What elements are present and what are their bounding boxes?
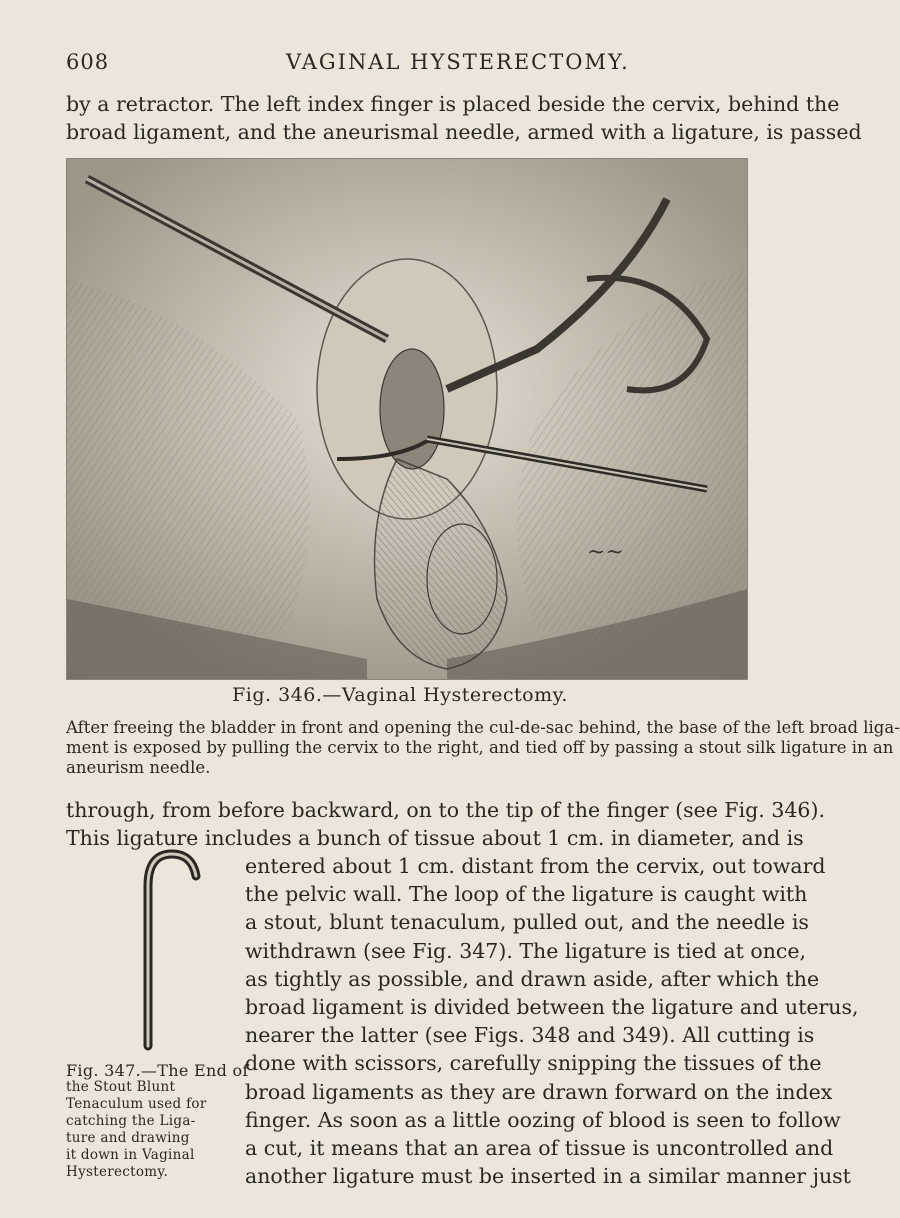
tenaculum-illustration — [120, 846, 210, 1056]
caption-line: Tenaculum used for — [66, 1096, 207, 1112]
text-line: broad ligaments as they are drawn forward on the index — [245, 1079, 833, 1104]
text-line: withdrawn (see Fig. 347). The ligature is tied at once, — [245, 938, 807, 963]
text-line: another ligature must be inserted in a similar manner just — [245, 1164, 851, 1189]
text-line: nearer the latter (see Figs. 348 and 349). All cutting is — [245, 1023, 815, 1048]
page-number: 608 — [66, 50, 110, 74]
intro-paragraph — [66, 90, 862, 146]
figure-346-description — [66, 718, 900, 778]
text-line: ment is exposed by pulling the cervix to the right, and tied off by passing a stout silk ligature in an — [66, 738, 894, 757]
text-line: entered about 1 cm. distant from the cervix, out toward — [245, 854, 826, 878]
body-paragraph-right-column — [245, 852, 859, 1190]
running-title: VAGINAL HYSTERECTOMY. — [286, 50, 630, 74]
figure-346-caption: Fig. 346.—Vaginal Hysterectomy. — [232, 684, 568, 706]
text-line: This ligature includes a bunch of tissue about 1 cm. in diameter, and is — [66, 826, 804, 850]
caption-line: it down in Vaginal — [66, 1147, 195, 1163]
text-line: aneurism needle. — [66, 758, 211, 777]
text-line: After freeing the bladder in front and opening the cul-de-sac behind, the base of the left broad liga- — [66, 718, 900, 737]
figure-347-caption — [66, 1061, 249, 1181]
caption-line: ture and drawing — [66, 1130, 190, 1146]
text-line: broad ligament is divided between the ligature and uterus, — [245, 995, 859, 1020]
text-line: broad ligament, and the aneurismal needle, armed with a ligature, is passed — [66, 120, 862, 144]
caption-line: catching the Liga- — [66, 1113, 196, 1129]
text-line: finger. As soon as a little oozing of blood is seen to follow — [245, 1107, 841, 1132]
body-paragraph-full — [66, 796, 825, 852]
text-line: a stout, blunt tenaculum, pulled out, and the needle is — [245, 910, 809, 935]
text-line: a cut, it means that an area of tissue is uncontrolled and — [245, 1136, 834, 1161]
caption-line: Fig. 347.—The End of — [66, 1061, 249, 1080]
running-head — [66, 50, 734, 80]
figure-346-illustration — [66, 158, 748, 680]
text-line: through, from before backward, on to the tip of the finger (see Fig. 346). — [66, 798, 825, 822]
surgical-illustration — [67, 159, 747, 679]
caption-line: the Stout Blunt — [66, 1079, 176, 1095]
text-line: done with scissors, carefully snipping the tissues of the — [245, 1051, 822, 1076]
text-line: the pelvic wall. The loop of the ligature is caught with — [245, 882, 808, 907]
caption-line: Hysterectomy. — [66, 1164, 169, 1180]
svg-text:~~: ~~ — [587, 540, 624, 565]
text-line: as tightly as possible, and drawn aside, after which the — [245, 966, 820, 991]
text-line: by a retractor. The left index finger is placed beside the cervix, behind the — [66, 92, 840, 116]
